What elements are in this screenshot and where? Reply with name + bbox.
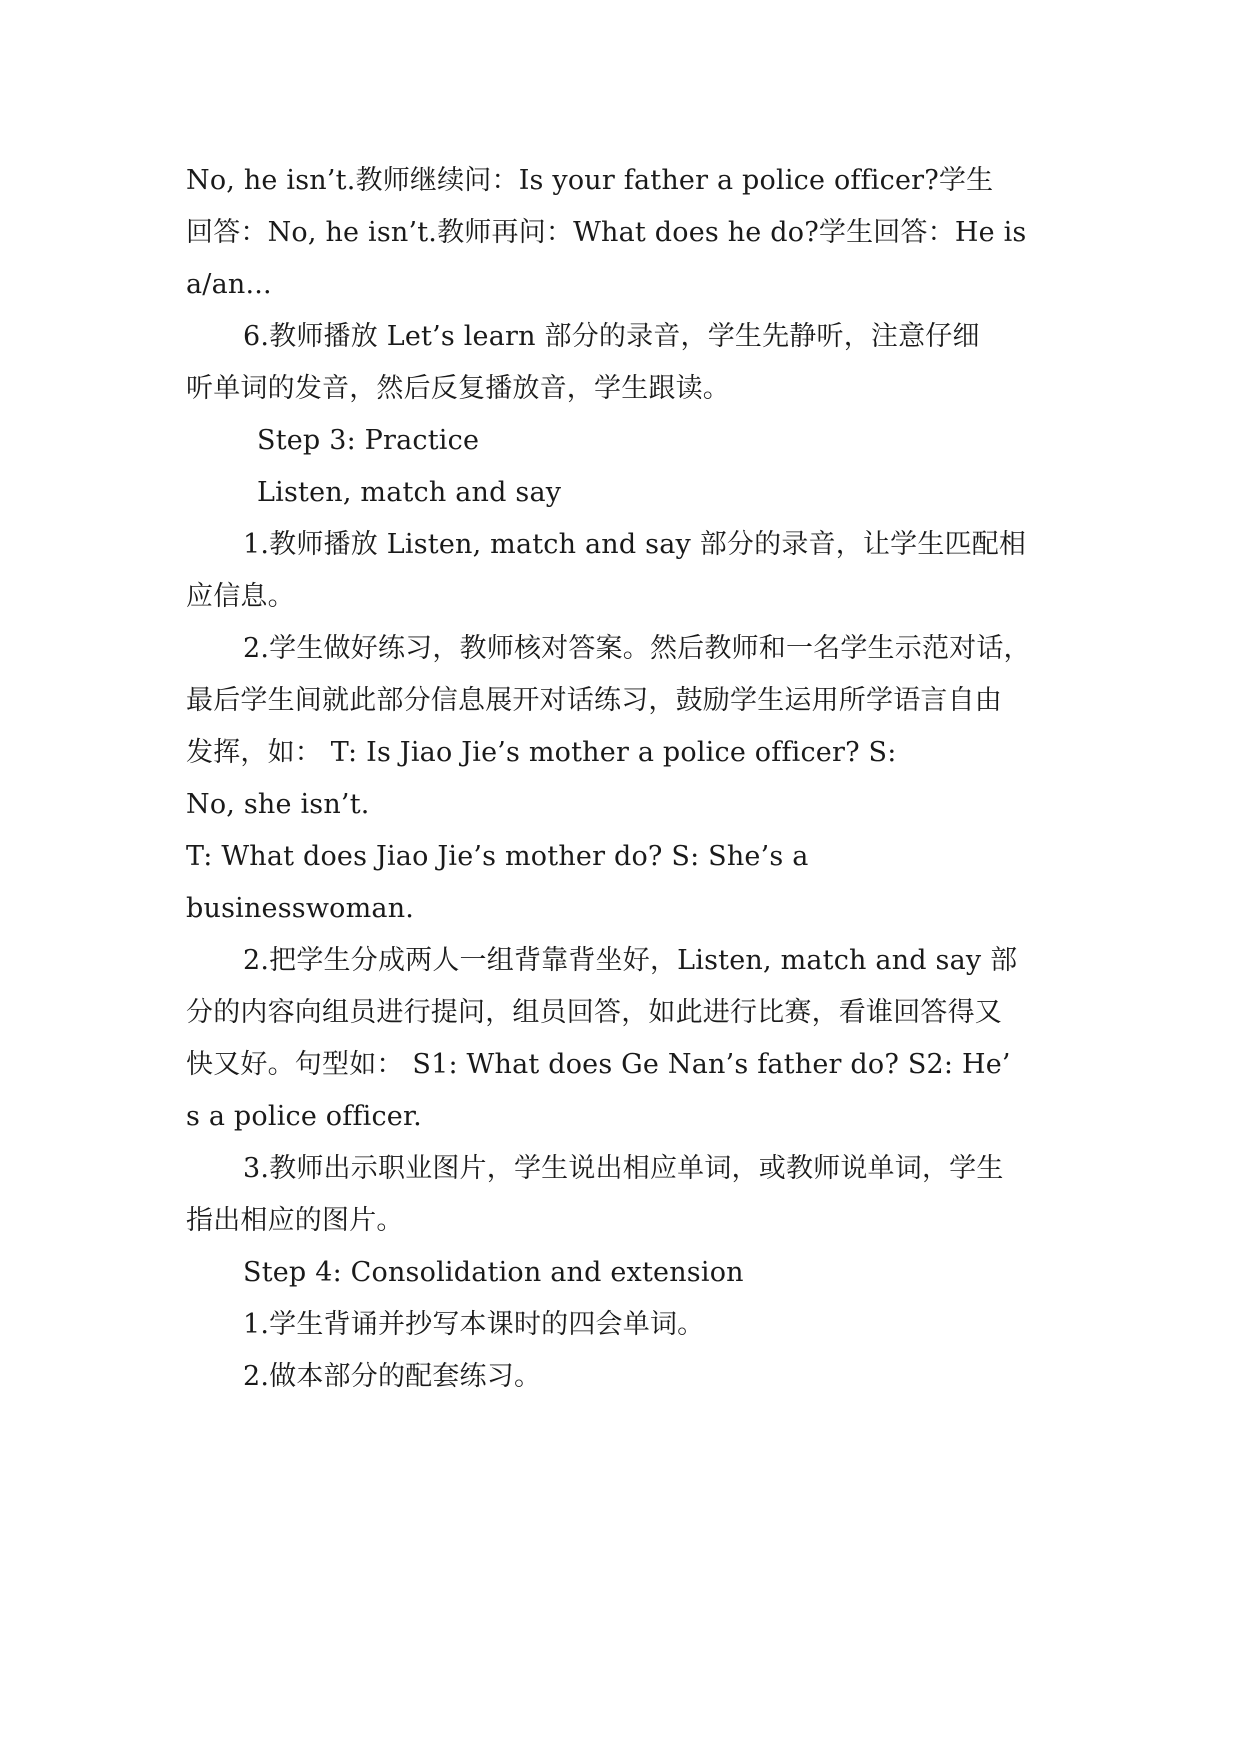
text-line-21: 指出相应的图片。 bbox=[186, 1205, 404, 1236]
text-line-2: 回答：No, he isn’t.教师再问：What does he do?学生回答：He is bbox=[186, 217, 1027, 248]
text-line-20: 3.教师出示职业图片，学生说出相应单词，或教师说单词，学生 bbox=[243, 1153, 1004, 1184]
text-line-14: T: What does Jiao Jie’s mother do? S: She’s a bbox=[186, 841, 809, 872]
text-line-23: 1.学生背诵并抄写本课时的四会单词。 bbox=[243, 1309, 705, 1340]
text-line-19: s a police officer. bbox=[186, 1101, 422, 1132]
text-line-10: 2.学生做好练习，教师核对答案。然后教师和一名学生示范对话， bbox=[243, 633, 1031, 664]
step-4-heading: Step 4: Consolidation and extension bbox=[243, 1257, 744, 1288]
text-line-4: 6.教师播放 Let’s learn 部分的录音，学生先静听，注意仔细 bbox=[243, 321, 980, 352]
text-line-9: 应信息。 bbox=[186, 581, 295, 612]
listen-match-say-heading: Listen, match and say bbox=[257, 477, 562, 508]
text-line-11: 最后学生间就此部分信息展开对话练习，鼓励学生运用所学语言自由 bbox=[186, 685, 1002, 716]
text-line-17: 分的内容向组员进行提问，组员回答，如此进行比赛，看谁回答得又 bbox=[186, 997, 1002, 1028]
text-line-24: 2.做本部分的配套练习。 bbox=[243, 1361, 542, 1392]
text-line-16: 2.把学生分成两人一组背靠背坐好，Listen, match and say 部 bbox=[243, 945, 1018, 976]
text-line-13: No, she isn’t. bbox=[186, 789, 370, 820]
step-3-heading: Step 3: Practice bbox=[257, 425, 480, 456]
text-line-12: 发挥，如： T: Is Jiao Jie’s mother a police officer? S: bbox=[186, 737, 897, 768]
text-line-3: a/an... bbox=[186, 269, 272, 300]
text-line-1: No, he isn’t.教师继续问：Is your father a police officer?学生 bbox=[186, 165, 994, 196]
text-line-5: 听单词的发音，然后反复播放音，学生跟读。 bbox=[186, 373, 730, 404]
text-line-15: businesswoman. bbox=[186, 893, 415, 924]
text-line-8: 1.教师播放 Listen, match and say 部分的录音，让学生匹配相 bbox=[243, 529, 1027, 560]
text-line-18: 快又好。句型如： S1: What does Ge Nan’s father do? S2: He’ bbox=[186, 1049, 1011, 1080]
